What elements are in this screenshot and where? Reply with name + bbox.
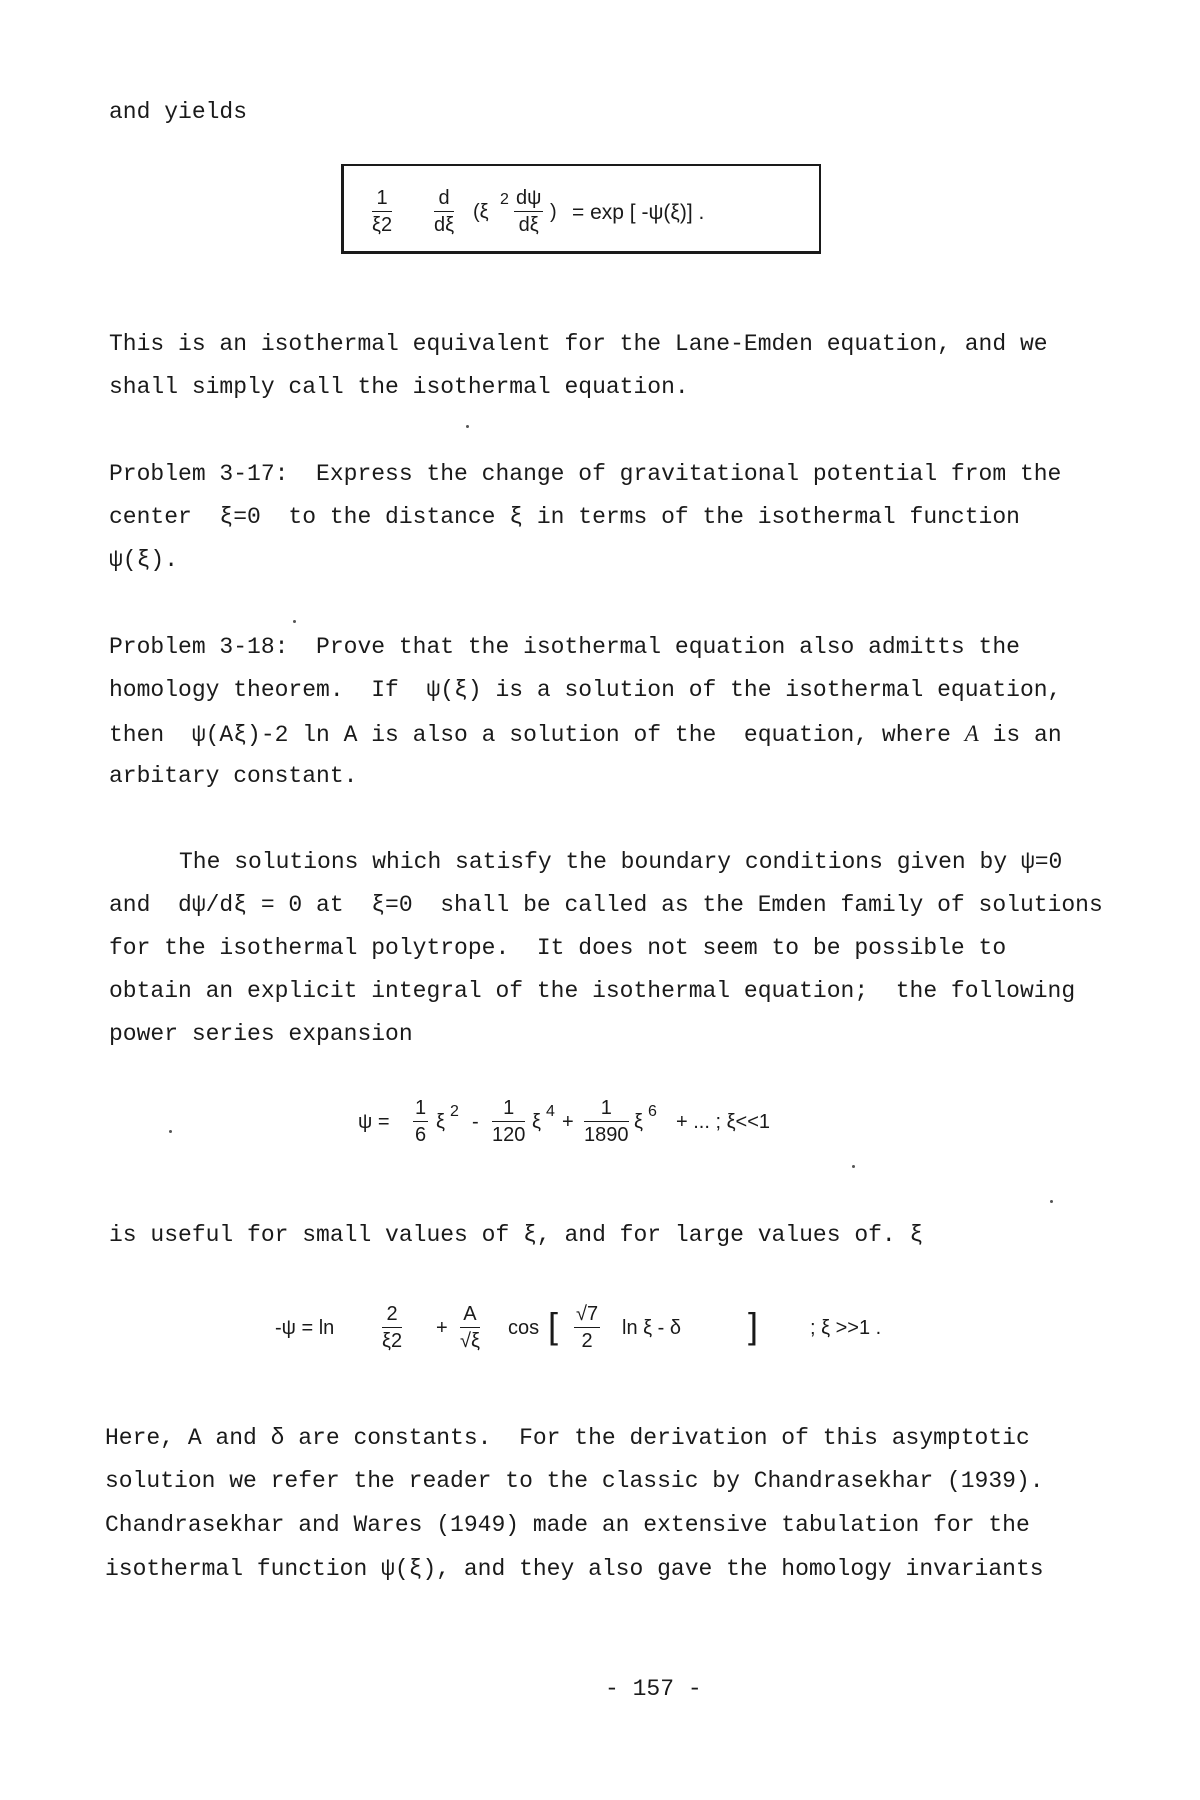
speck-mark [293,620,296,623]
problem-3-18-line-1: Problem 3-18: Prove that the isothermal equation also admitts the [109,634,1020,660]
paren-close: ) [550,201,557,223]
asym-lhs: -ψ = ln [275,1317,335,1339]
constant-A: A [964,721,979,746]
paragraph-2-line-1: The solutions which satisfy the boundary conditions given by ψ=0 [179,849,1063,875]
paragraph-2-line-2: and dψ/dξ = 0 at ξ=0 shall be called as the Emden family of solutions [109,892,1103,918]
speck-mark [1050,1200,1053,1203]
series-coeff-1-1890: $\frac{1}{1890}$ [584,1097,629,1146]
paren-open: (ξ [473,201,489,223]
equation-rhs: = exp [ -ψ(ξ)] . [572,201,705,224]
paragraph-4-line-1: Here, A and δ are constants. For the derivation of this asymptotic [105,1425,1030,1451]
problem-3-18-line-2: homology theorem. If ψ(ξ) is a solution of the isothermal equation, [109,677,1062,703]
series-var-3: ξ [634,1111,643,1133]
paragraph-4-line-3: Chandrasekhar and Wares (1949) made an extensive tabulation for the [105,1512,1030,1538]
series-exp-2: 4 [546,1103,555,1120]
isothermal-equation-box [341,164,821,254]
page-number: - 157 - [605,1676,702,1702]
asym-fraction-2-over-xi2: $\frac{2}{\xi 2}$ [382,1303,403,1352]
fraction-one-over-xi-squared: $\frac{1}{\xi 2}$ [372,187,393,236]
problem-3-18-line-4: arbitary constant. [109,763,358,789]
asym-fraction-sqrt7-over-2: $\frac{√7}{2}$ [576,1303,599,1352]
fraction-d-over-dxi: $\frac{d}{d\xi}$ [434,187,455,236]
series-plus: + [562,1111,574,1133]
paragraph-1-line-1: This is an isothermal equivalent for the Lane-Emden equation, and we [109,331,1048,357]
paragraph-3: is useful for small values of ξ, and for large values of. ξ [109,1222,924,1248]
paragraph-2-line-4: obtain an explicit integral of the isothermal equation; the following [109,978,1076,1004]
power-series-equation [0,1090,1200,1180]
series-exp-1: 2 [450,1103,459,1120]
series-tail: + ... ; ξ<<1 [676,1111,771,1133]
asym-plus: + [436,1317,448,1339]
problem-3-17-line-2: center ξ=0 to the distance ξ in terms of the isothermal function [109,504,1020,530]
paragraph-2-line-5: power series expansion [109,1021,413,1047]
series-lhs: ψ = [358,1111,390,1133]
paragraph-4-line-4: isothermal function ψ(ξ), and they also gave the homology invariants [105,1556,1044,1582]
exponent-two: 2 [500,191,509,208]
right-bracket: ] [748,1305,759,1346]
speck-mark [466,425,469,428]
series-var-1: ξ [436,1111,445,1133]
problem-3-18-line-3: then ψ(Aξ)-2 ln A is also a solution of the equation, where A is an [109,721,1062,748]
problem-3-17-line-3: ψ(ξ). [109,547,179,573]
series-var-2: ξ [532,1111,541,1133]
problem-3-17-line-1: Problem 3-17: Express the change of gravitational potential from the [109,461,1062,487]
series-exp-3: 6 [648,1103,657,1120]
paragraph-4-line-2: solution we refer the reader to the classic by Chandrasekhar (1939). [105,1468,1044,1494]
asymptotic-equation [0,1290,1200,1380]
asym-condition: ; ξ >>1 . [810,1317,882,1339]
asym-cos: cos [508,1317,540,1339]
intro-text: and yields [109,99,248,125]
paragraph-2-line-3: for the isothermal polytrope. It does not seem to be possible to [109,935,1007,961]
speck-mark [852,1165,855,1168]
series-coeff-1-6: $\frac{1}{6}$ [415,1097,427,1146]
speck-mark [169,1130,172,1133]
paragraph-1-line-2: shall simply call the isothermal equation. [109,374,689,400]
series-coeff-1-120: $\frac{1}{120}$ [492,1097,526,1146]
fraction-dpsi-over-dxi: $\frac{d\psi}{d\xi}$ [516,187,542,236]
asym-fraction-A-over-sqrtxi: $\frac{A}{√\xi}$ [460,1303,480,1352]
left-bracket: [ [548,1305,559,1346]
asym-inner: ln ξ - δ [622,1317,681,1339]
series-minus: - [472,1111,479,1133]
